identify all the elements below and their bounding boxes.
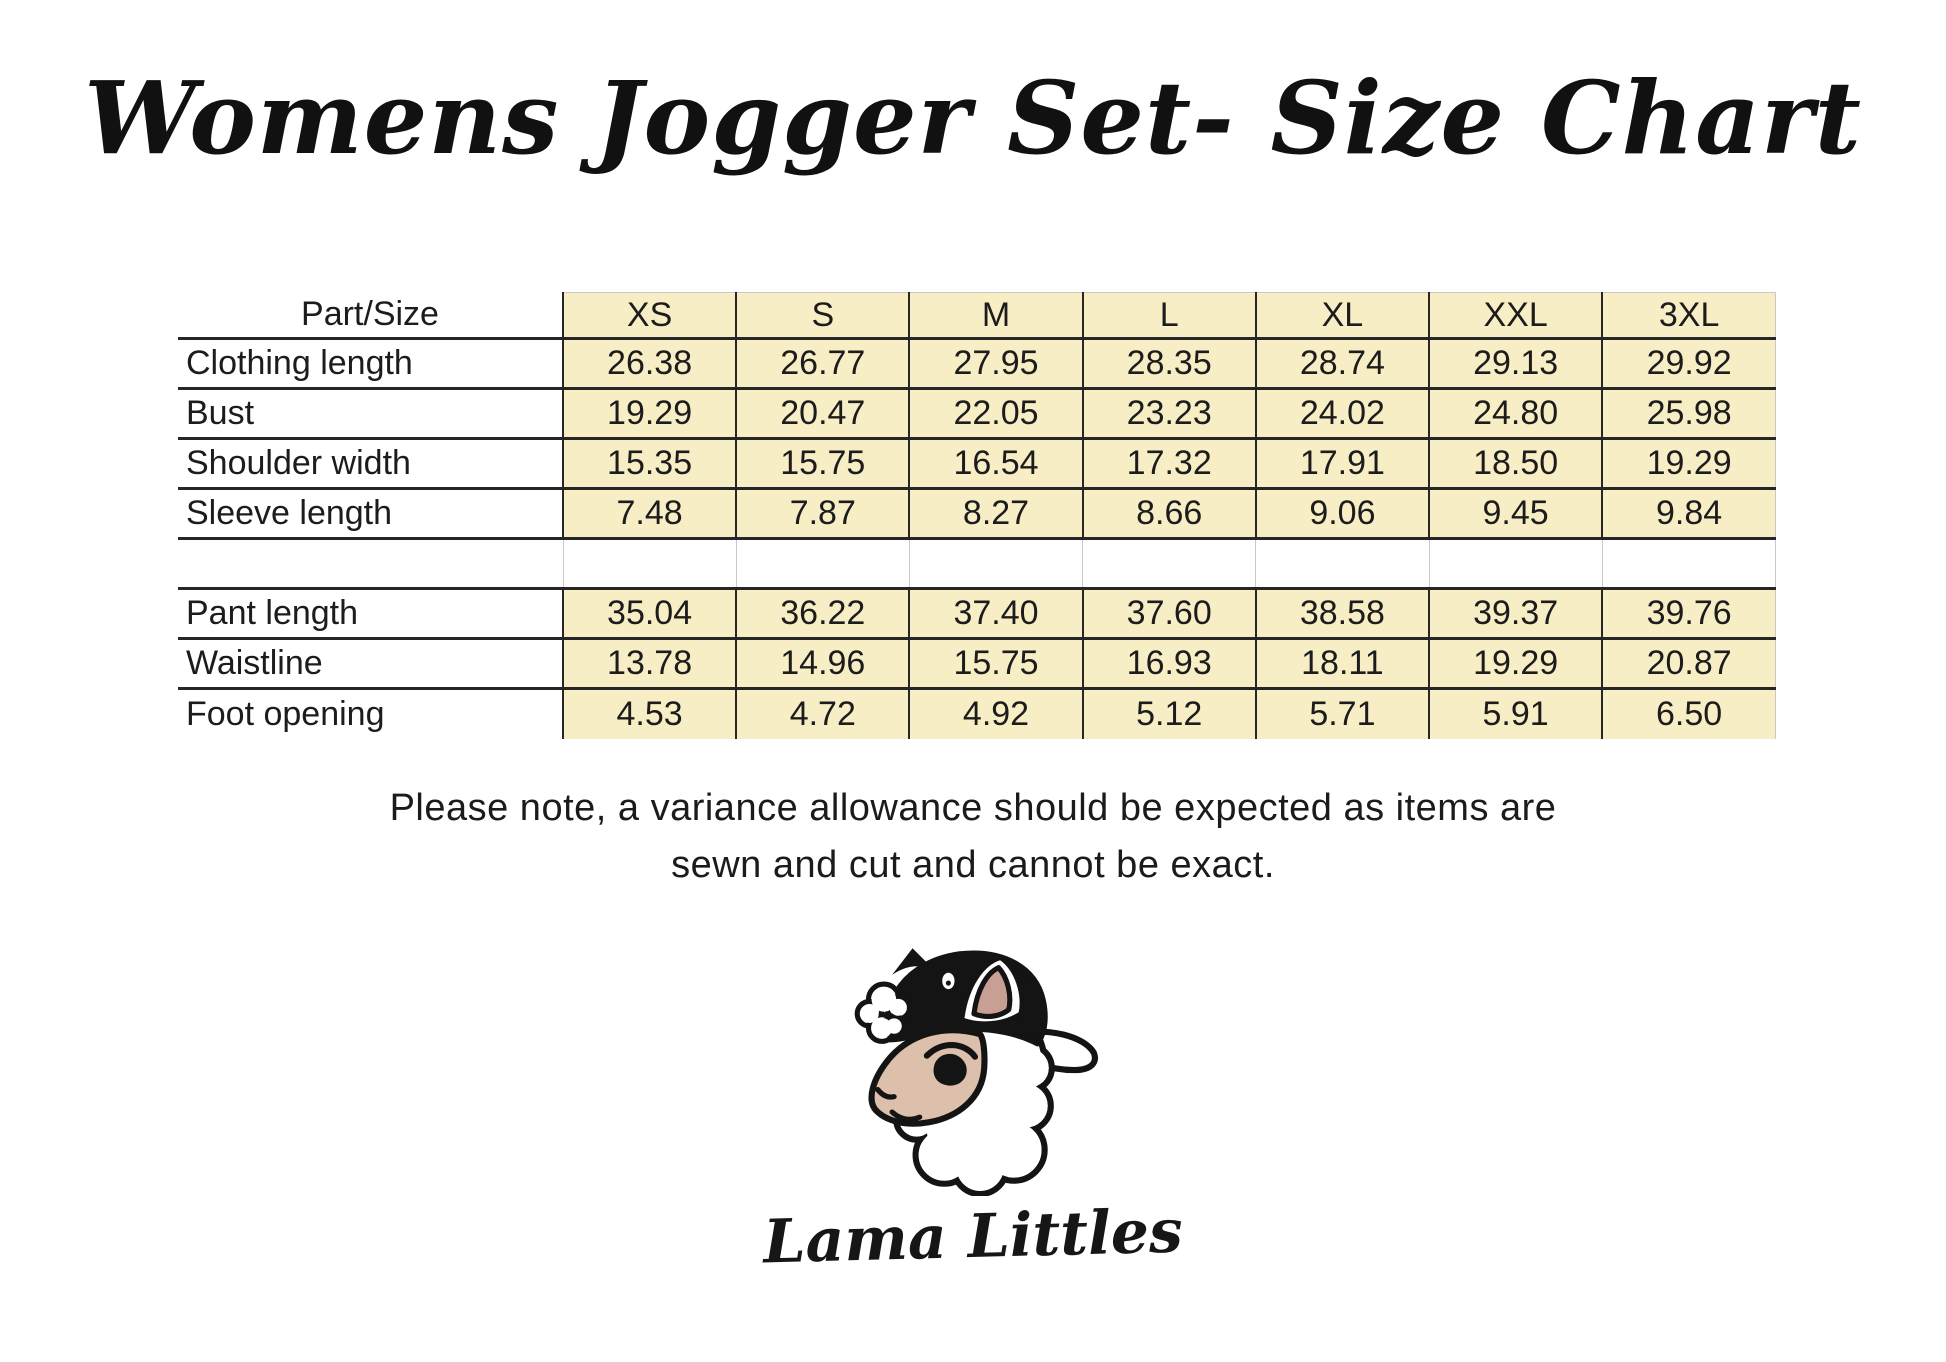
- variance-note-line2: sewn and cut and cannot be exact.: [671, 844, 1275, 886]
- size-value-cell: [736, 539, 909, 589]
- size-value-cell: 7.48: [563, 489, 736, 539]
- size-value-cell: 27.95: [909, 339, 1082, 389]
- size-value-cell: 39.76: [1602, 589, 1775, 639]
- size-value-cell: 4.72: [736, 689, 909, 739]
- variance-note: [0, 780, 1946, 894]
- size-value-cell: 29.13: [1429, 339, 1602, 389]
- row-label: Bust: [178, 389, 563, 439]
- size-value-cell: 4.53: [563, 689, 736, 739]
- size-value-cell: 22.05: [909, 389, 1082, 439]
- size-value-cell: 37.40: [909, 589, 1082, 639]
- size-value-cell: 24.80: [1429, 389, 1602, 439]
- size-value-cell: 20.47: [736, 389, 909, 439]
- table-row: [178, 389, 1776, 439]
- spacer-row: [178, 539, 1776, 589]
- size-value-cell: 4.92: [909, 689, 1082, 739]
- page-title: Womens Jogger Set- Size Chart: [84, 59, 1862, 177]
- size-value-cell: 5.91: [1429, 689, 1602, 739]
- size-value-cell: 5.71: [1256, 689, 1429, 739]
- size-value-cell: 26.38: [563, 339, 736, 389]
- size-value-cell: 5.12: [1083, 689, 1256, 739]
- table-row: [178, 639, 1776, 689]
- table-row: [178, 339, 1776, 389]
- size-value-cell: 23.23: [1083, 389, 1256, 439]
- size-value-cell: 17.91: [1256, 439, 1429, 489]
- size-value-cell: 13.78: [563, 639, 736, 689]
- llama-cap-icon: [847, 940, 1103, 1196]
- size-value-cell: 14.96: [736, 639, 909, 689]
- size-value-cell: 9.45: [1429, 489, 1602, 539]
- size-value-cell: 19.29: [1429, 639, 1602, 689]
- column-header-size: 3XL: [1602, 293, 1775, 339]
- header-row: [178, 293, 1776, 339]
- size-value-cell: 28.35: [1083, 339, 1256, 389]
- column-header-size: XL: [1256, 293, 1429, 339]
- size-value-cell: 19.29: [1602, 439, 1775, 489]
- row-label: Sleeve length: [178, 489, 563, 539]
- row-label: Shoulder width: [178, 439, 563, 489]
- size-value-cell: 9.84: [1602, 489, 1775, 539]
- size-value-cell: 35.04: [563, 589, 736, 639]
- size-value-cell: [1429, 539, 1602, 589]
- size-value-cell: 38.58: [1256, 589, 1429, 639]
- size-value-cell: 36.22: [736, 589, 909, 639]
- column-header-size: S: [736, 293, 909, 339]
- table-row: [178, 439, 1776, 489]
- column-header-part-size: Part/Size: [178, 293, 563, 339]
- table-row: [178, 589, 1776, 639]
- size-value-cell: 19.29: [563, 389, 736, 439]
- size-value-cell: 25.98: [1602, 389, 1775, 439]
- size-value-cell: 37.60: [1083, 589, 1256, 639]
- table-row: [178, 489, 1776, 539]
- size-value-cell: 20.87: [1602, 639, 1775, 689]
- size-value-cell: [1256, 539, 1429, 589]
- size-value-cell: 26.77: [736, 339, 909, 389]
- size-value-cell: [1083, 539, 1256, 589]
- size-value-cell: 39.37: [1429, 589, 1602, 639]
- brand-name: Lama Littles: [762, 1196, 1184, 1278]
- column-header-size: M: [909, 293, 1082, 339]
- llama-cap: [887, 948, 1046, 1044]
- row-label: Pant length: [178, 589, 563, 639]
- row-label: [178, 539, 563, 589]
- table-row: [178, 689, 1776, 739]
- size-value-cell: 28.74: [1256, 339, 1429, 389]
- column-header-size: XS: [563, 293, 736, 339]
- size-value-cell: 24.02: [1256, 389, 1429, 439]
- size-value-cell: 18.50: [1429, 439, 1602, 489]
- size-value-cell: 16.93: [1083, 639, 1256, 689]
- size-value-cell: 7.87: [736, 489, 909, 539]
- size-value-cell: 6.50: [1602, 689, 1775, 739]
- size-value-cell: 17.32: [1083, 439, 1256, 489]
- column-header-size: XXL: [1429, 293, 1602, 339]
- size-table: [178, 292, 1776, 739]
- row-label: Foot opening: [178, 689, 563, 739]
- size-value-cell: 8.27: [909, 489, 1082, 539]
- size-value-cell: 29.92: [1602, 339, 1775, 389]
- column-header-size: L: [1083, 293, 1256, 339]
- size-value-cell: 15.35: [563, 439, 736, 489]
- size-value-cell: [563, 539, 736, 589]
- size-value-cell: 15.75: [909, 639, 1082, 689]
- size-value-cell: 16.54: [909, 439, 1082, 489]
- row-label: Clothing length: [178, 339, 563, 389]
- size-value-cell: 9.06: [1256, 489, 1429, 539]
- size-value-cell: [1602, 539, 1775, 589]
- size-value-cell: 8.66: [1083, 489, 1256, 539]
- llama-logo: [847, 940, 1103, 1196]
- variance-note-line1: Please note, a variance allowance should be expected as items are: [389, 787, 1557, 829]
- cap-dot-center: [946, 980, 951, 985]
- size-value-cell: 18.11: [1256, 639, 1429, 689]
- row-label: Waistline: [178, 639, 563, 689]
- size-value-cell: [909, 539, 1082, 589]
- size-value-cell: 15.75: [736, 439, 909, 489]
